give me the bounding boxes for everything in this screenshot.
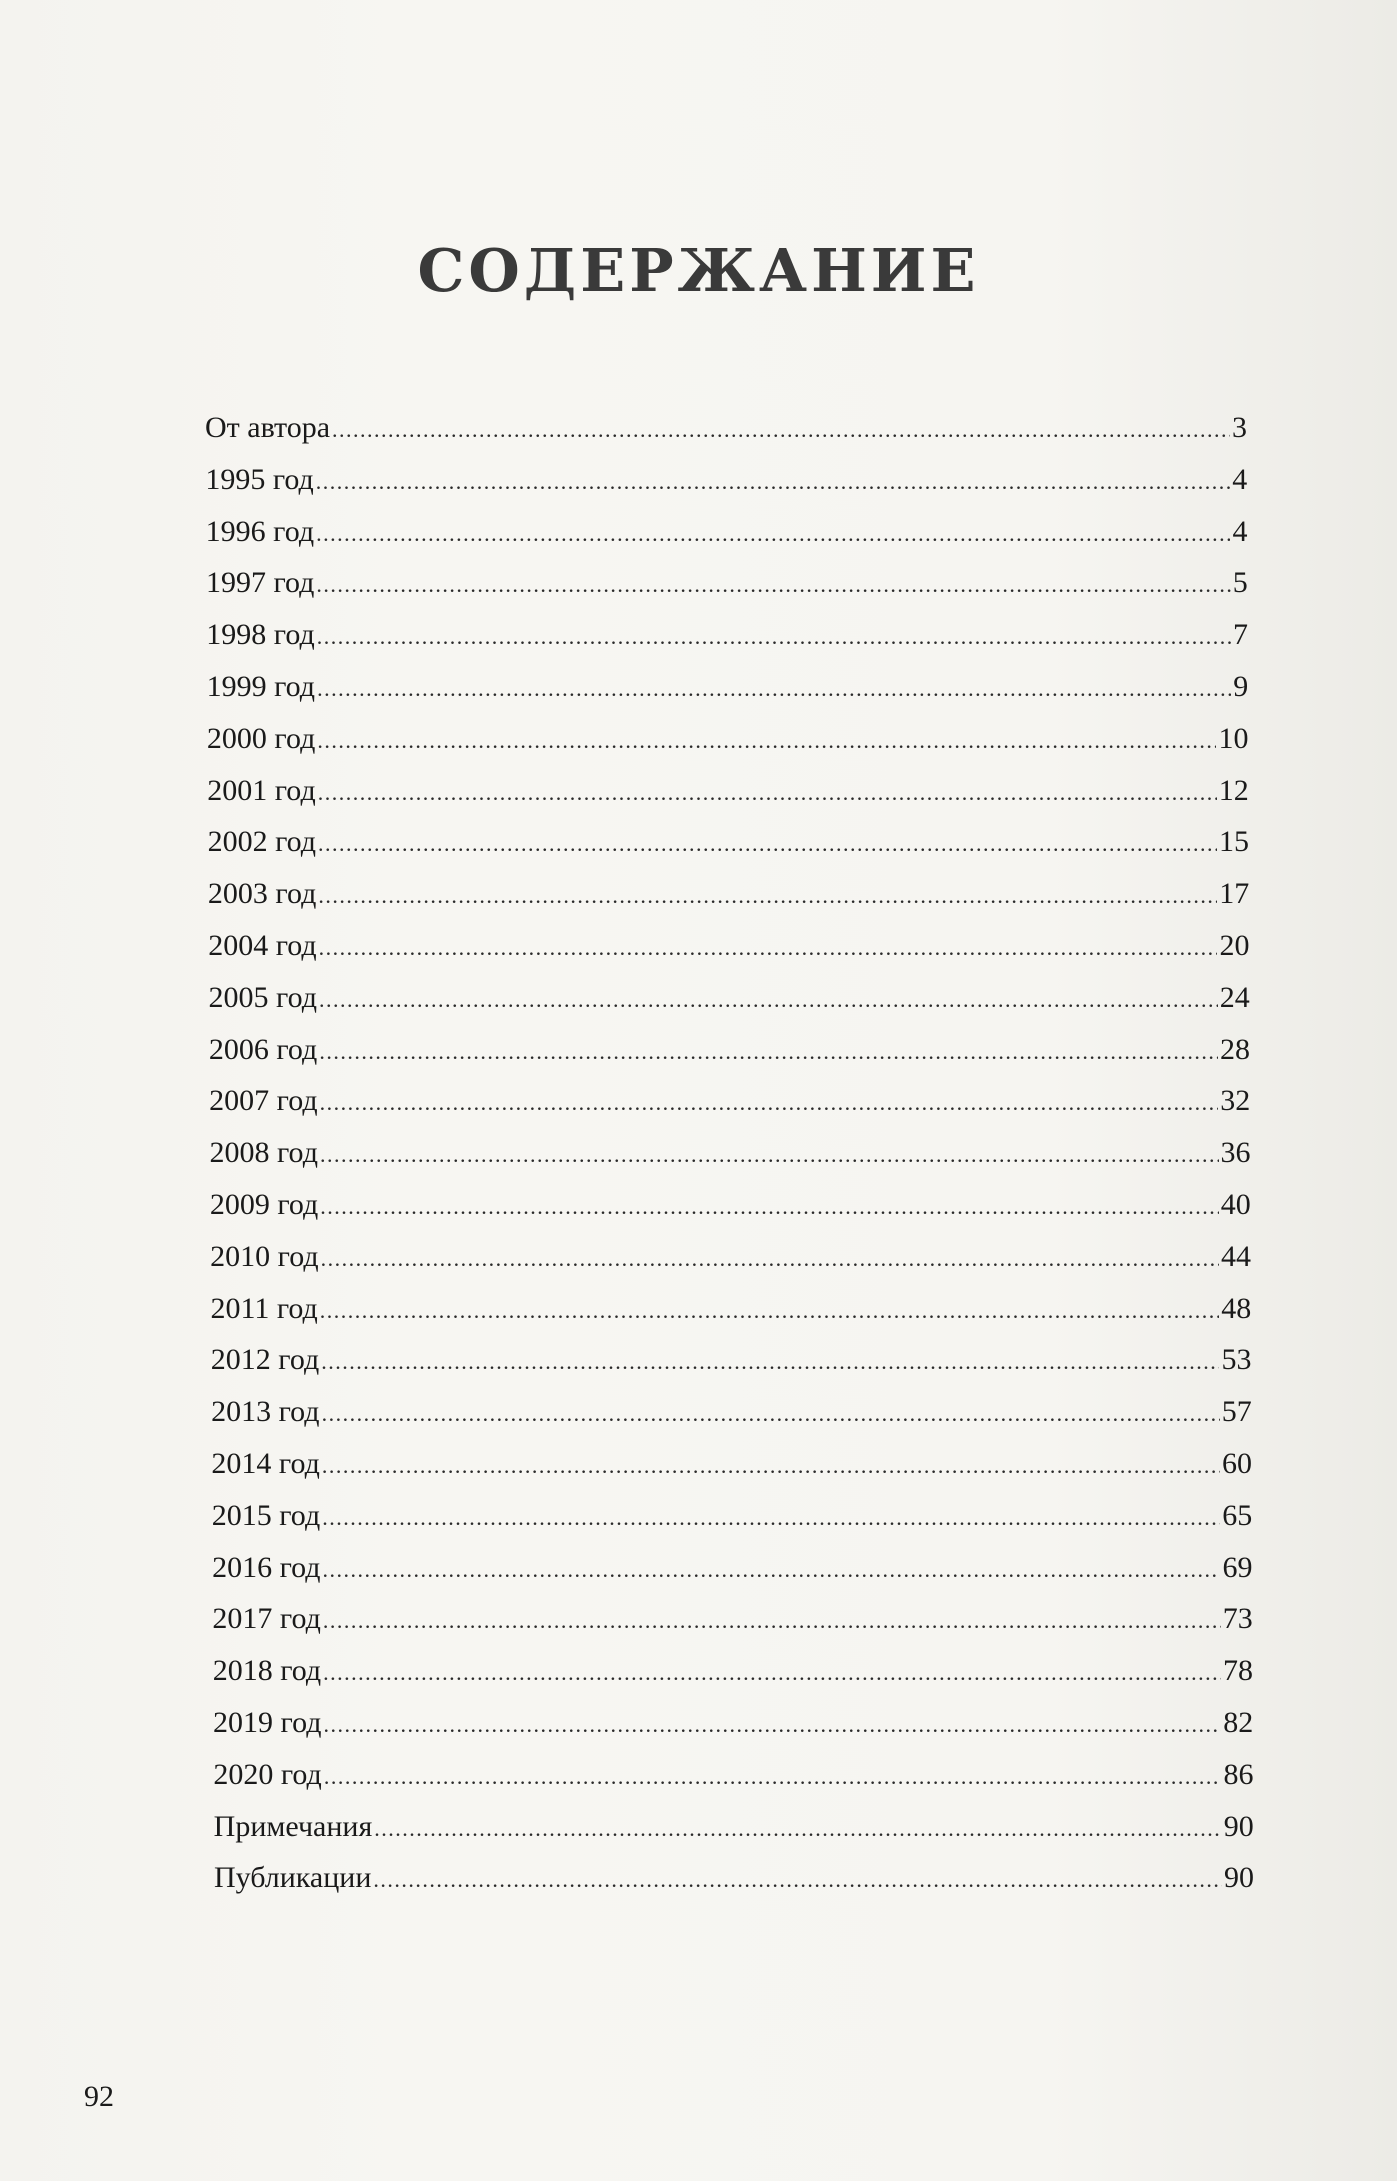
toc-entry-label: 1998 год	[206, 618, 315, 652]
toc-entry-page: 32	[1220, 1084, 1251, 1118]
toc-entry-page: 73	[1222, 1602, 1253, 1636]
toc-entry	[210, 1133, 1251, 1175]
toc-entry-page: 65	[1222, 1498, 1253, 1532]
toc-leader-dots	[319, 1032, 1218, 1072]
toc-entry-label: 2020 год	[213, 1757, 322, 1791]
toc-entry-page: 12	[1218, 773, 1249, 807]
toc-entry-page: 17	[1219, 877, 1250, 911]
toc-entry-label: От автора	[205, 411, 331, 444]
toc-entry-label: 2004 год	[208, 929, 317, 962]
toc-entry	[208, 822, 1249, 864]
toc-entry	[212, 1496, 1253, 1538]
toc-entry	[206, 563, 1248, 605]
toc-entry	[210, 1185, 1251, 1227]
toc-entry-page: 24	[1219, 980, 1250, 1014]
toc-entry	[211, 1340, 1252, 1382]
toc-entry-label: 2005 год	[208, 980, 317, 1014]
toc-entry-label: 2006 год	[208, 1032, 318, 1066]
toc-entry	[210, 1237, 1251, 1279]
toc-entry-page: 86	[1223, 1757, 1254, 1791]
toc-entry-label: 1996 год	[205, 514, 315, 548]
toc-entry-label: 2014 год	[211, 1447, 320, 1480]
toc-entry-page: 48	[1221, 1291, 1252, 1325]
toc-leader-dots	[374, 1809, 1221, 1849]
toc-entry-label: 2013 год	[211, 1395, 320, 1429]
toc-entry	[208, 874, 1249, 916]
toc-leader-dots	[320, 1187, 1218, 1227]
toc-entry-label: 2011 год	[210, 1291, 318, 1325]
toc-entry	[214, 1858, 1254, 1900]
toc-entry-page: 36	[1220, 1136, 1251, 1170]
toc-leader-dots	[319, 980, 1218, 1020]
toc-entry	[213, 1755, 1253, 1797]
toc-entry-label: 1997 год	[205, 566, 315, 600]
toc-leader-dots	[324, 1757, 1222, 1797]
toc-entry-page: 82	[1223, 1706, 1254, 1739]
toc-entry	[211, 1444, 1252, 1486]
toc-entry-page: 90	[1223, 1809, 1254, 1843]
toc-leader-dots	[321, 1239, 1219, 1279]
toc-leader-dots	[324, 1705, 1222, 1745]
toc-entry-page: 10	[1218, 721, 1249, 755]
toc-entry-label: 1995 год	[205, 462, 314, 496]
toc-leader-dots	[320, 1135, 1219, 1175]
toc-entry-page: 4	[1232, 462, 1248, 496]
toc-entry-label: 2001 год	[207, 773, 316, 807]
toc-entry-label: 2000 год	[206, 721, 316, 755]
toc-entry	[212, 1599, 1252, 1641]
toc-entry-page: 60	[1221, 1447, 1252, 1480]
toc-leader-dots	[319, 928, 1218, 968]
toc-entry-label: 2008 год	[209, 1136, 318, 1170]
toc-leader-dots	[323, 1550, 1221, 1590]
toc-entry-page: 15	[1218, 825, 1249, 859]
toc-entry	[211, 1392, 1252, 1434]
toc-entry-label: 2019 год	[213, 1706, 322, 1739]
toc-entry-label: 2016 год	[212, 1550, 321, 1584]
toc-entry-page: 28	[1219, 1032, 1250, 1066]
toc-entry	[207, 771, 1249, 813]
toc-entry	[205, 460, 1247, 502]
toc-entry-label: 2015 год	[211, 1498, 321, 1532]
toc-leader-dots	[322, 1394, 1220, 1434]
toc-leader-dots	[317, 669, 1231, 709]
toc-entry-page: 9	[1233, 670, 1249, 703]
toc-leader-dots	[323, 1601, 1221, 1641]
toc-leader-dots	[332, 410, 1230, 450]
toc-entry-page: 69	[1222, 1550, 1253, 1584]
toc-entry-label: 2017 год	[212, 1602, 321, 1636]
toc-entry	[212, 1548, 1252, 1590]
toc-entry-label: 2018 год	[212, 1654, 322, 1688]
toc-leader-dots	[318, 876, 1217, 916]
toc-entry	[206, 615, 1248, 657]
toc-entry	[209, 1030, 1250, 1072]
toc-leader-dots	[317, 721, 1216, 761]
toc-leader-dots	[318, 824, 1217, 864]
toc-entry-label: 2007 год	[209, 1084, 318, 1118]
toc-leader-dots	[322, 1498, 1220, 1538]
toc-entry-label: Примечания	[213, 1809, 373, 1843]
toc-entry-page: 3	[1232, 411, 1247, 444]
toc-leader-dots	[316, 462, 1230, 502]
toc-entry-label: 2010 год	[210, 1239, 319, 1273]
toc-entry	[209, 978, 1250, 1020]
toc-entry-label: 1999 год	[206, 670, 316, 703]
toc-entry	[205, 408, 1247, 450]
toc-leader-dots	[316, 565, 1230, 605]
toc-entry-label: 2002 год	[207, 825, 317, 859]
toc-entry	[208, 926, 1249, 968]
toc-leader-dots	[316, 514, 1230, 554]
toc-entry	[207, 667, 1249, 709]
toc-entry-page: 53	[1221, 1343, 1252, 1377]
toc-entry	[209, 1081, 1250, 1123]
toc-entry-label: 2009 год	[209, 1188, 319, 1221]
toc-entry-page: 40	[1220, 1188, 1251, 1221]
toc-entry-page: 57	[1221, 1395, 1252, 1429]
toc-entry	[214, 1807, 1254, 1849]
toc-entry	[206, 512, 1248, 554]
toc-leader-dots	[318, 773, 1217, 813]
toc-entry-page: 90	[1224, 1861, 1254, 1895]
toc-entry-page: 78	[1222, 1654, 1253, 1688]
toc-entry-label: 2012 год	[210, 1343, 320, 1377]
toc-leader-dots	[321, 1342, 1219, 1382]
toc-entry-page: 7	[1232, 618, 1248, 652]
page-number: 92	[84, 2080, 114, 2113]
toc-entry	[207, 719, 1249, 761]
toc-entry	[213, 1651, 1253, 1693]
toc-leader-dots	[373, 1860, 1222, 1900]
toc-entry	[210, 1289, 1251, 1331]
toc-leader-dots	[320, 1291, 1219, 1331]
page-title: содержание	[417, 212, 980, 311]
toc-entry-page: 5	[1232, 566, 1248, 600]
toc-entry-label: Публикации	[214, 1861, 372, 1895]
toc-leader-dots	[320, 1083, 1219, 1123]
toc-leader-dots	[323, 1653, 1221, 1693]
toc-entry-label: 2003 год	[207, 877, 317, 911]
toc-entry-page: 4	[1232, 514, 1248, 548]
toc-entry-page: 44	[1220, 1239, 1251, 1273]
toc-leader-dots	[317, 617, 1231, 657]
toc-entry	[213, 1703, 1253, 1745]
toc-leader-dots	[322, 1446, 1220, 1486]
toc-entry-page: 20	[1219, 929, 1250, 962]
